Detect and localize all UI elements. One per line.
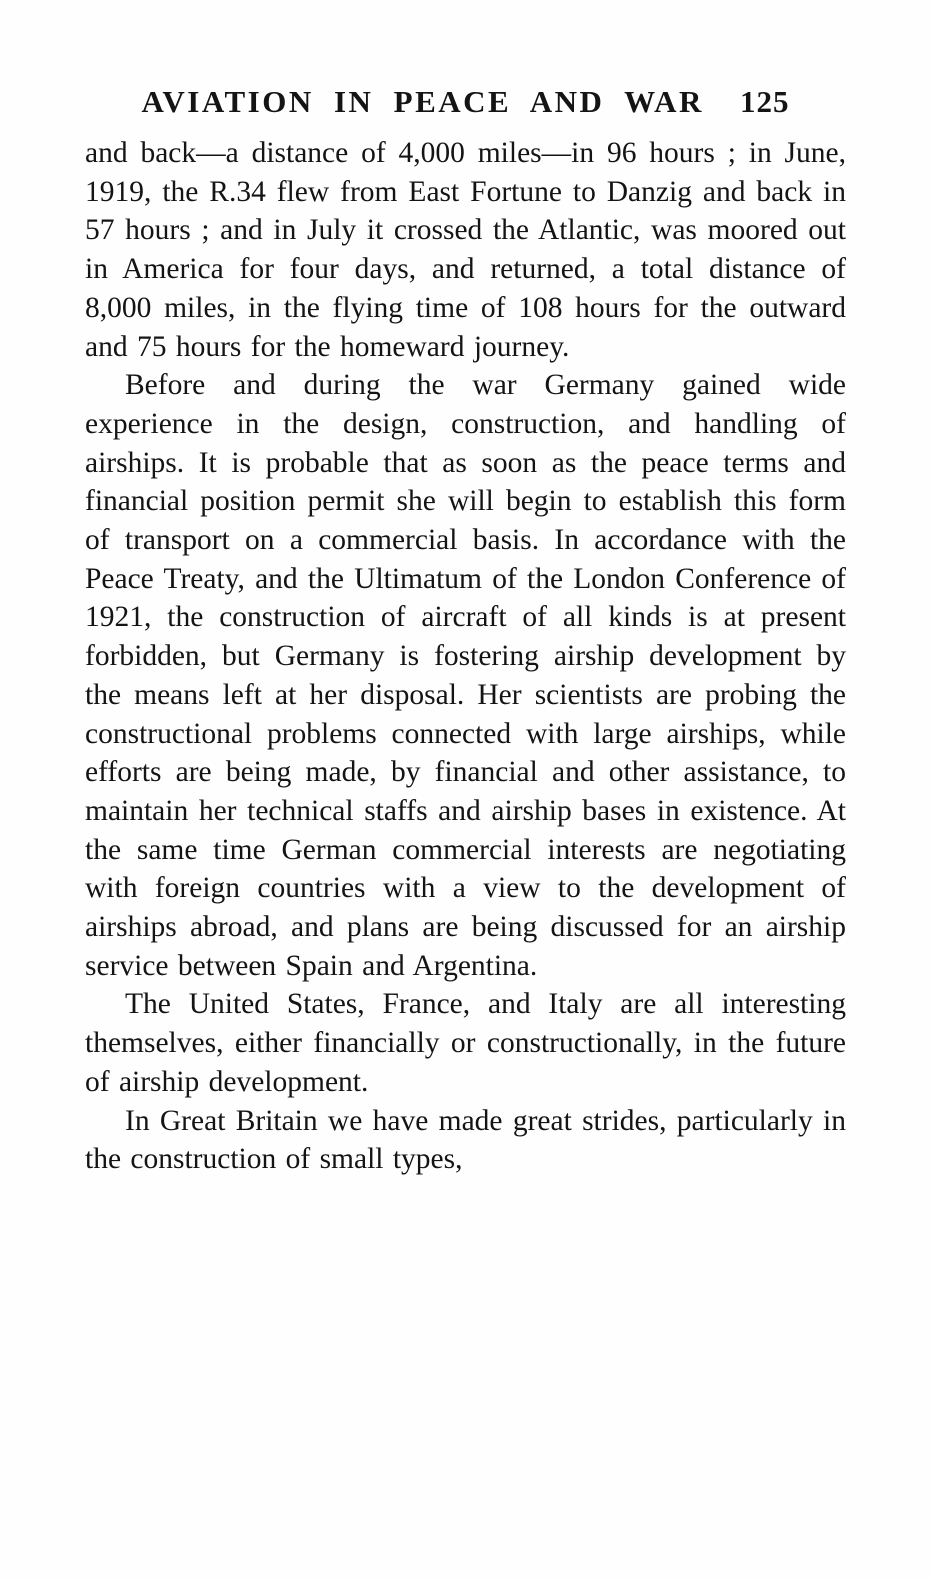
body-paragraph: The United States, France, and Italy are all interesting themselves, either financially or constructionally, in the future of airship development. [85,988,846,1098]
body-paragraph: and back—a distance of 4,000 miles—in 96 hours ; in June, 1919, the R.34 flew from East Fortune to Danzig and back in 57 hours ; and in July it crossed the Atlantic, was moored out in America for four days, and returned, a total distance of 8,000 miles, in the flying time of 108 hours for the outward and 75 hours for the homeward journey. [85,137,846,363]
page-number: 125 [739,84,790,119]
body-paragraph: Before and during the war Germany gained wide experience in the design, construction, and handling of airships. It is probable that as soon as the peace terms and financial position permit she will begin to establish this form of transport on a commercial basis. In accordance with the Peace Treaty, and the Ultimatum of the London Conference of 1921, the construction of aircraft of all kinds is at present forbidden, but Germany is fostering airship development by the means left at her disposal. Her scientists are probing the constructional problems connected with large airships, while efforts are being made, by financial and other assistance, to maintain her technical staffs and airship bases in existence. At the same time German commercial interests are negotiating with foreign countries with a view to the development of airships abroad, and plans are being discussed for an airship service between Spain and Argentina. [85,369,846,982]
running-header [85,84,846,120]
page-title: AVIATION IN PEACE AND WAR [141,84,704,119]
body-paragraph: In Great Britain we have made great strides, particularly in the construction of small types, [85,1104,846,1176]
body-text [85,134,846,1179]
